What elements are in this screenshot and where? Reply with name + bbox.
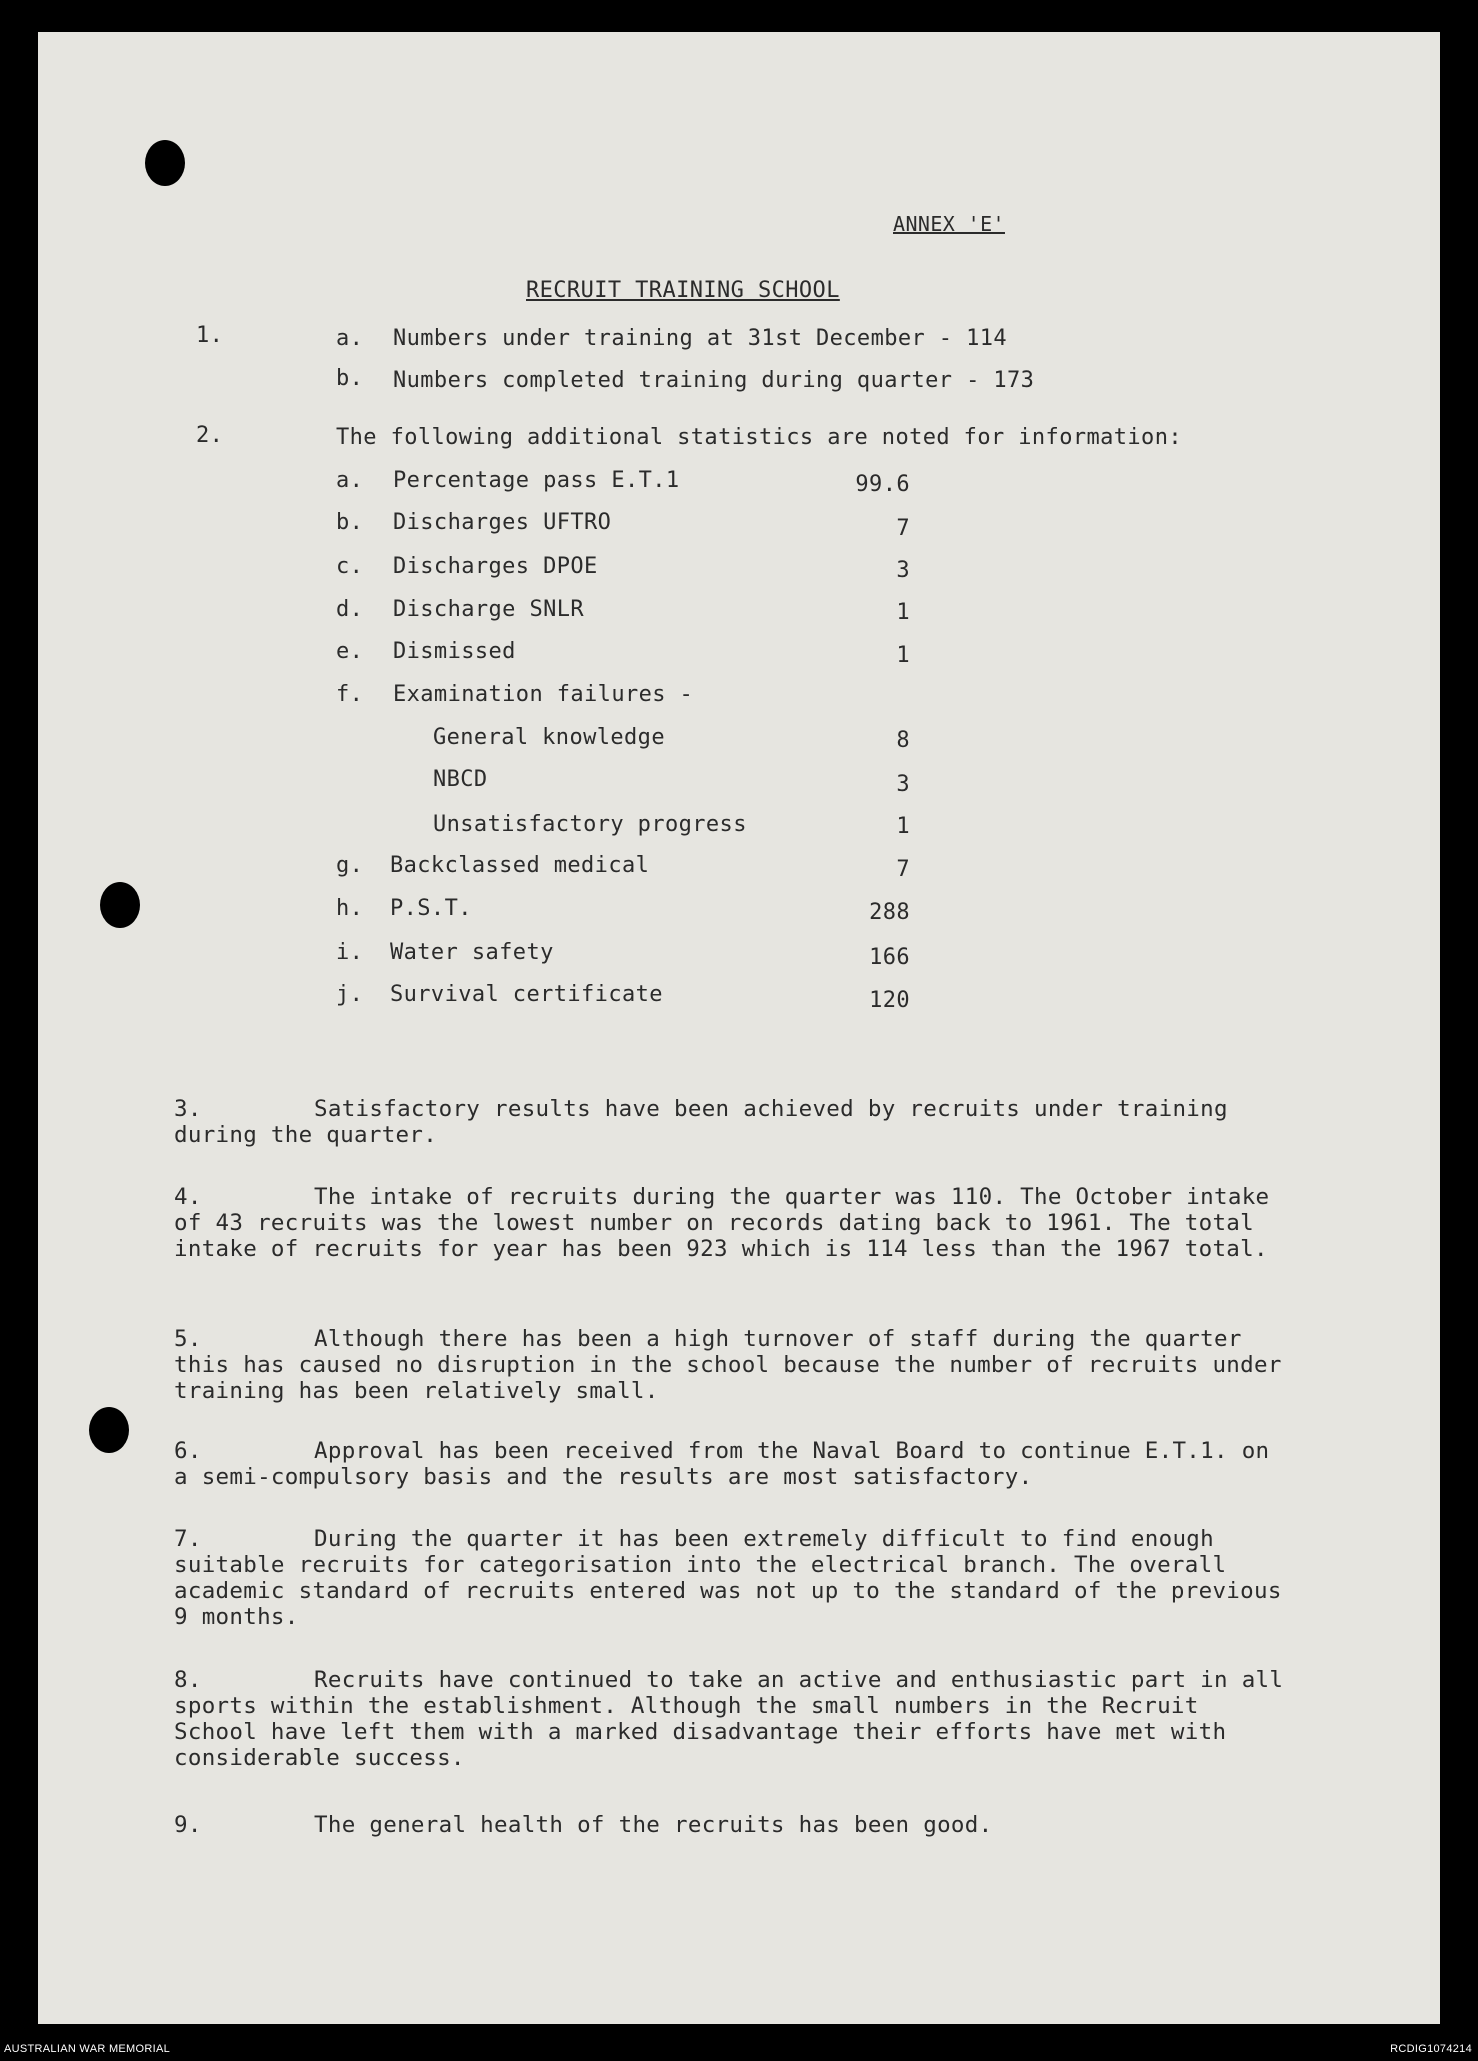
- stat-sublabel: Unsatisfactory progress: [433, 812, 747, 837]
- paragraph-text: Recruits have continued to take an active and enthusiastic part in all sports within the establishment. Although the small numbers in the Recruit School have left them with a marked disadvantage their efforts have met with considerable success.: [174, 1667, 1284, 1771]
- section1-number: 1.: [196, 323, 224, 348]
- paragraph-7: [174, 1526, 1294, 1630]
- paragraph-text: During the quarter it has been extremely difficult to find enough suitable recruits for categorisation into the electrical branch. The overall academic standard of recruits entered was not up to the standard of the previous 9 months.: [174, 1526, 1282, 1630]
- stat-label: Examination failures -: [393, 682, 694, 707]
- footer-record-id: RCDIG1074214: [1390, 2043, 1472, 2055]
- paragraph-3: [174, 1096, 1294, 1148]
- paragraph-number: 6.: [174, 1438, 202, 1464]
- section1-item-a-letter: a.: [336, 326, 364, 351]
- stat-label: Water safety: [390, 940, 554, 965]
- paragraph-4: [174, 1184, 1294, 1262]
- stat-letter: j.: [336, 982, 364, 1007]
- paragraph-8: [174, 1667, 1294, 1771]
- document-title: RECRUIT TRAINING SCHOOL: [526, 278, 840, 303]
- footer-archive-name: AUSTRALIAN WAR MEMORIAL: [4, 2043, 171, 2055]
- stat-letter: h.: [336, 896, 364, 921]
- paragraph-number: 3.: [174, 1096, 202, 1122]
- stat-label: Backclassed medical: [390, 853, 650, 878]
- stat-label: Percentage pass E.T.1: [393, 468, 680, 493]
- stat-label: Dismissed: [393, 639, 516, 664]
- stat-value: 1: [896, 814, 910, 839]
- paragraph-6: [174, 1438, 1294, 1490]
- annex-label: ANNEX 'E': [893, 212, 1005, 236]
- stat-letter: b.: [336, 510, 364, 535]
- paragraph-5: [174, 1326, 1294, 1404]
- stat-letter: e.: [336, 639, 364, 664]
- stat-sublabel: General knowledge: [433, 725, 665, 750]
- paragraph-number: 5.: [174, 1326, 202, 1352]
- stat-value: 1: [896, 600, 910, 625]
- paragraph-text: Approval has been received from the Naval Board to continue E.T.1. on a semi-compulsory basis and the results are most satisfactory.: [174, 1438, 1270, 1490]
- stat-label: Survival certificate: [390, 982, 663, 1007]
- stat-letter: f.: [336, 682, 364, 707]
- paragraph-text: The intake of recruits during the quarter was 110. The October intake of 43 recruits was the lowest number on records dating back to 1961. The total intake of recruits for year has been 923 which is 114 less than the 1967 total.: [174, 1184, 1270, 1262]
- stat-label: Discharge SNLR: [393, 597, 585, 622]
- paragraph-number: 7.: [174, 1526, 202, 1552]
- stat-label: P.S.T.: [390, 896, 472, 921]
- section2-intro: The following additional statistics are noted for information:: [336, 425, 1182, 450]
- stat-value: 7: [896, 857, 910, 882]
- section1-item-b-letter: b.: [336, 366, 364, 391]
- section1-item-a-text: Numbers under training at 31st December - 114: [393, 326, 1008, 351]
- stat-value: 288: [869, 900, 910, 925]
- stat-letter: d.: [336, 597, 364, 622]
- stat-value: 3: [896, 558, 910, 583]
- paragraph-text: Satisfactory results have been achieved by recruits under training during the quarter.: [174, 1096, 1228, 1148]
- paragraph-number: 4.: [174, 1184, 202, 1210]
- stat-value: 8: [896, 728, 910, 753]
- section1-item-b-text: Numbers completed training during quarter - 173: [393, 368, 1035, 393]
- stat-letter: a.: [336, 468, 364, 493]
- section2-number: 2.: [196, 423, 224, 448]
- paragraph-number: 9.: [174, 1812, 202, 1838]
- punch-hole-top: [145, 140, 185, 186]
- stat-letter: i.: [336, 940, 364, 965]
- stat-value: 7: [896, 516, 910, 541]
- stat-value: 99.6: [855, 472, 910, 497]
- stat-value: 3: [896, 772, 910, 797]
- paragraph-9: [174, 1812, 1294, 1838]
- stat-value: 120: [869, 988, 910, 1013]
- stat-letter: c.: [336, 554, 364, 579]
- stat-value: 166: [869, 945, 910, 970]
- punch-hole-bottom: [89, 1407, 129, 1453]
- stat-value: 1: [896, 643, 910, 668]
- paragraph-text: The general health of the recruits has been good.: [314, 1812, 993, 1838]
- paragraph-number: 8.: [174, 1667, 202, 1693]
- punch-hole-middle: [100, 882, 140, 928]
- stat-letter: g.: [336, 853, 364, 878]
- stat-label: Discharges UFTRO: [393, 510, 612, 535]
- stat-label: Discharges DPOE: [393, 554, 598, 579]
- paragraph-text: Although there has been a high turnover of staff during the quarter this has caused no disruption in the school because the number of recruits under training has been relatively small.: [174, 1326, 1282, 1404]
- stat-sublabel: NBCD: [433, 767, 488, 792]
